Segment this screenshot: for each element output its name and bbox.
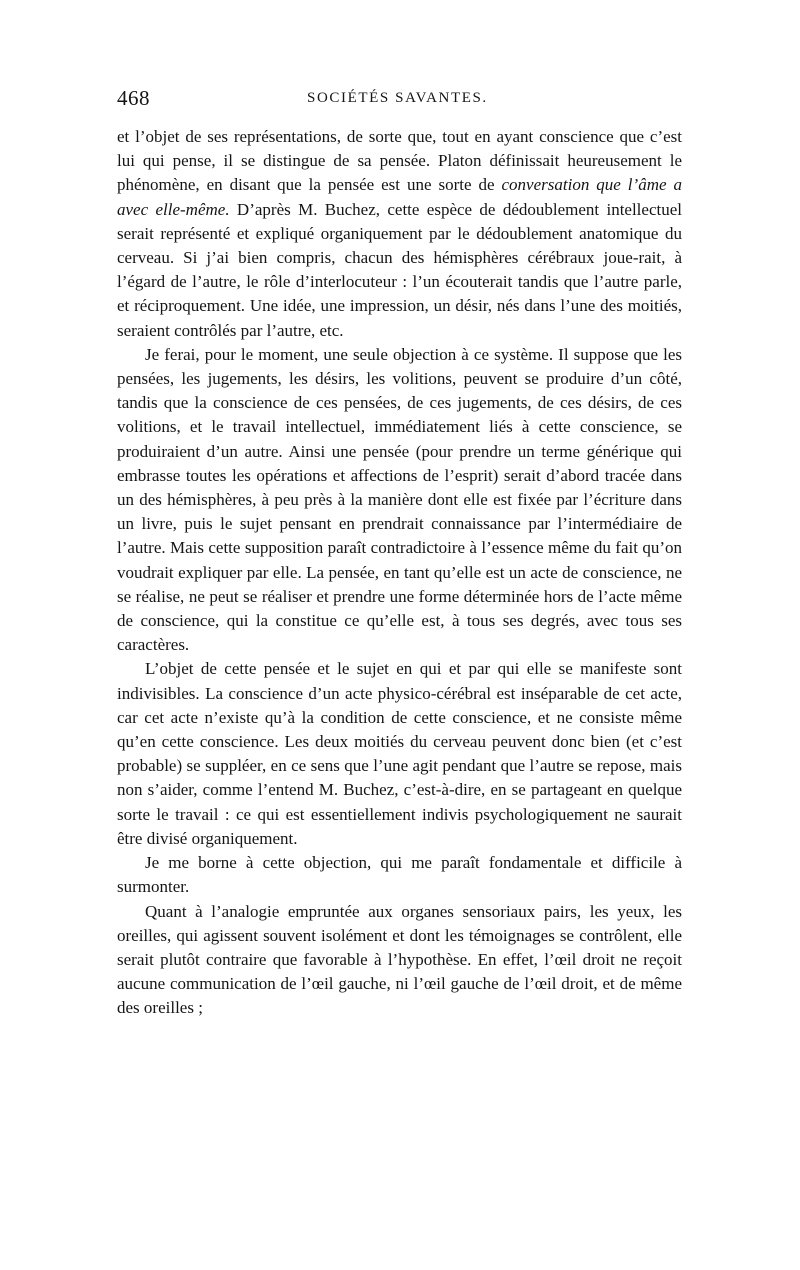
paragraph	[117, 851, 682, 899]
paragraph-text: Je ferai, pour le moment, une seule objection à ce système. Il suppose que les pensées, les jugements, les désirs, les volitions, peuvent se produire d’un côté, tandis que la conscience de ces pensées, de ces jugements, de ces désirs, de ces volitions, et le travail intellectuel, immédiatement liés à cette conscience, se produiraient d’un autre. Ainsi une pensée (pour prendre un terme générique qui embrasse toutes les opérations et affections de l’esprit) serait d’abord tracée dans un des hémisphères, à peu près à la manière dont elle est fixée par l’écriture dans un livre, puis le sujet pensant en prendrait connaissance par l’intermédiaire de l’autre. Mais cette supposition paraît contradictoire à l’essence même du fait qu’on voudrait expliquer par elle. La pensée, en tant qu’elle est un acte de conscience, ne se réalise, ne peut se réaliser et prendre une forme déterminée hors de l’acte même de conscience, qui la constitue ce qu’elle est, à tous ses degrés, avec tous ses caractères.	[117, 344, 682, 655]
page-header	[117, 86, 682, 112]
paragraph	[117, 343, 682, 658]
paragraph-text: Quant à l’analogie empruntée aux organes sensoriaux pairs, les yeux, les oreilles, qui agissent souvent isolément et dont les témoignages se contrôlent, elle serait plutôt contraire que favorable à l’hypothèse. En effet, l’œil droit ne reçoit aucune communication de l’œil gauche, ni l’œil gauche de l’œil droit, et de même des oreilles ;	[117, 901, 682, 1018]
paragraph	[117, 125, 682, 343]
paragraph-text: Je me borne à cette objection, qui me paraît fondamentale et difficile à surmonter.	[117, 853, 682, 897]
paragraph-text: et l’objet de ses représentations, de sorte que, tout en ayant conscience que c’est lui qui pense, il se distingue de sa pensée. Platon définissait heureusement le phénomène, en disant que la pensée est une sorte de	[117, 127, 682, 195]
paragraph	[117, 657, 682, 851]
italic-phrase: conversation que l’âme a avec elle-même.	[117, 175, 682, 219]
paragraph-text: D’après M. Buchez, cette espèce de dédoublement intellectuel serait représenté et expliqué organiquement par le dédoublement anatomique du cerveau. Si j’ai bien compris, chacun des hémisphères cérébraux joue-rait, à l’égard de l’autre, le rôle d’interlocuteur : l’un écouterait tandis que l’autre parle, et réciproquement. Une idée, une impression, un désir, nés dans l’une des moitiés, seraient contrôlés par l’autre, etc.	[117, 199, 682, 340]
body-text	[117, 125, 682, 1021]
running-head: SOCIÉTÉS SAVANTES.	[307, 90, 488, 106]
paragraph-text: L’objet de cette pensée et le sujet en qui et par qui elle se manifeste sont indivisibles. La conscience d’un acte physico-cérébral est inséparable de cet acte, car cet acte n’existe qu’à la condition de cette conscience, et ne consiste même qu’en cette conscience. Les deux moitiés du cerveau peuvent donc bien (et c’est probable) se suppléer, en ce sens que l’une agit pendant que l’autre se repose, mais non s’aider, comme l’entend M. Buchez, c’est-à-dire, en se partageant en quelque sorte le travail : ce qui est essentiellement indivis psychologiquement ne saurait être divisé organiquement.	[117, 659, 682, 848]
paragraph	[117, 900, 682, 1021]
page-number: 468	[117, 86, 150, 110]
